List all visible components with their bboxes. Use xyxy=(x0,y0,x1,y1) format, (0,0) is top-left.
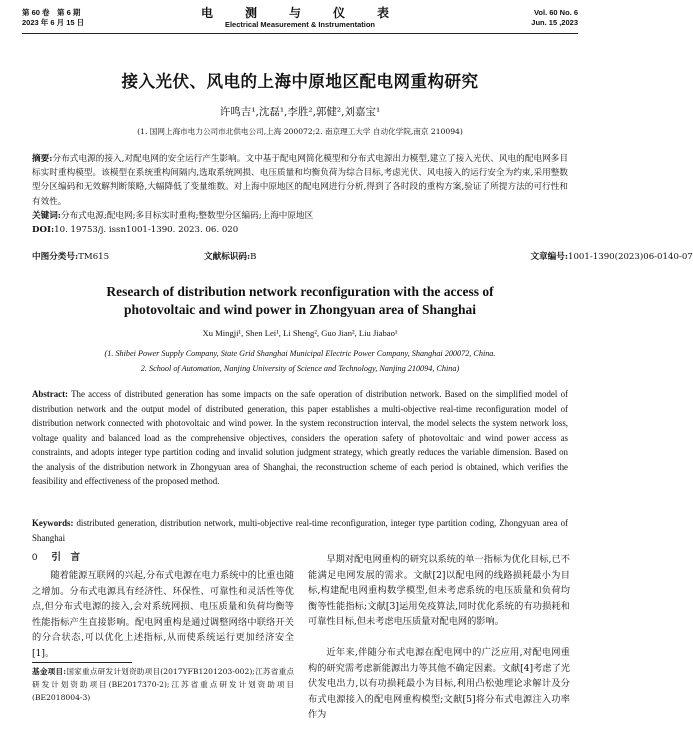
header-volume-block xyxy=(22,8,84,28)
article-number xyxy=(530,251,693,264)
abstract-en xyxy=(32,387,568,489)
doc-code-label: 文献标识码: xyxy=(204,252,251,262)
header-journal-block xyxy=(150,6,450,30)
header-volume-en: Vol. 60 No. 6 xyxy=(533,8,578,17)
abstract-en-text: The access of distributed generation has some impacts on the safe operation of distribution network. Based on the simplified model of distribution network and the output model of distributed generation, this paper establishes a multi-objective real-time reconfiguration model of distribution network connected with photovoltaic and wind power. In the system reconstruction interval, the model selects the system network loss, voltage quality and balanced load as the comprehensive objectives, considers the operation safety of photovoltaic and wind power access as constraints, and adopts integer type partition coding and invalid solution judgment strategy, which greatly reduces the variable dimension. Based on the analysis of the distribution network in Zhongyuan area of Shanghai, the reconstruction scheme of each period is obtained, which verifies the feasibility and effectiveness of the proposed method. xyxy=(32,389,568,486)
document-code xyxy=(204,251,257,264)
article-no-value: 1001-1390(2023)06-0140-07 xyxy=(568,252,693,262)
paper-title-en-line1: Research of distribution network reconfiguration with the access of xyxy=(106,284,494,299)
keywords-cn-text: 分布式电源;配电网;多目标实时重构;整数型分区编码;上海中原地区 xyxy=(60,210,314,221)
keywords-en-label: Keywords: xyxy=(32,518,74,528)
affiliations-en xyxy=(32,347,568,376)
header-journal-cn: 电 测 与 仪 表 xyxy=(200,6,399,20)
affiliations-cn: (1. 国网上海市电力公司市北供电公司,上海 200072;2. 南京理工大学 自动化学院,南京 210094) xyxy=(137,127,463,136)
header-journal-en: Electrical Measurement & Instrumentation xyxy=(224,20,376,29)
funding-footnote xyxy=(32,665,294,704)
paper-title-cn: 接入光伏、风电的上海中原地区配电网重构研究 xyxy=(121,72,479,91)
right-paragraph-2: 近年来,伴随分布式电源在配电网中的广泛应用,对配电网重构的研究需考虑新能源出力等其他不确定因素。文献[4]考虑了光伏发电出力,以有功损耗最小为目标,利用凸松弛理论求解计及分布式电源接入的配电网重构模型;文献[5]将分布式电源注入功率作为 xyxy=(308,647,570,721)
authors-cn: 许鸣吉¹,沈磊¹,李胜²,郭健²,刘嘉宝¹ xyxy=(219,106,381,118)
clc-number xyxy=(32,251,110,264)
header-volume-cn: 第 60 卷 第 6 期 xyxy=(22,8,81,17)
paper-title-en xyxy=(0,283,600,319)
doi-label: DOI: xyxy=(32,225,55,236)
keywords-cn xyxy=(32,209,568,223)
funding-text: 国家重点研发计划资助项目(2017YFB1201203-002);江苏省重点研发计划资助项目(BE2017370-2);江苏省重点研发计划资助项目(BE2018004-3) xyxy=(32,667,294,702)
footnote-divider xyxy=(32,662,132,663)
keywords-en xyxy=(32,516,568,545)
abstract-cn-block xyxy=(32,152,568,237)
abstract-cn xyxy=(32,152,568,209)
doc-code-value: B xyxy=(250,252,257,262)
doi[interactable] xyxy=(32,223,568,237)
paper-title-en-line2: photovoltaic and wind power in Zhongyuan area of Shanghai xyxy=(123,302,477,317)
section-number: 0 xyxy=(32,552,38,563)
section-heading-intro xyxy=(32,550,294,566)
header-date-en: Jun. 15 ,2023 xyxy=(531,18,578,27)
article-no-label: 文章编号: xyxy=(530,252,568,262)
abstract-cn-label: 摘要: xyxy=(32,154,53,164)
authors-en: Xu Mingji¹, Shen Lei¹, Li Sheng², Guo Jian², Liu Jiabao¹ xyxy=(202,328,398,338)
header-divider xyxy=(22,33,578,34)
clc-value: TM615 xyxy=(78,252,110,262)
header-date-cn: 2023 年 6 月 15 日 xyxy=(22,18,85,27)
clc-label: 中图分类号: xyxy=(32,252,79,262)
funding-label: 基金项目: xyxy=(32,667,67,676)
section-title: 引 言 xyxy=(51,552,81,563)
intro-paragraph: 随着能源互联网的兴起,分布式电源在电力系统中的比重也随之增加。分布式电源具有经济性、环保性、可靠性和灵活性等优点,但分布式电源的接入,会对系统网损、电压质量和负荷均衡等性能指标产生直接影响。配电网重构是通过调整网络中联络开关的分合状态,可以优化上述指标,从而使系统运行更加经济安全[1]。 xyxy=(32,570,294,659)
affiliation-en-1: (1. Shibei Power Supply Company, State Grid Shanghai Municipal Electric Power Company, Shanghai 200072, China. xyxy=(104,349,496,358)
doi-value[interactable]: 10. 19753/j. issn1001-1390. 2023. 06. 020 xyxy=(54,225,239,236)
affiliation-en-2: 2. School of Automation, Nanjing University of Science and Technology, Nanjing 210094, China) xyxy=(140,363,460,373)
abstract-cn-text: 分布式电源的接入,对配电网的安全运行产生影响。文中基于配电网简化模型和分布式电源出力模型,建立了接入光伏、风电的配电网多目标实时重构模型。该模型在系统重构间隔内,选取系统网损、电压质量和均衡负荷为综合目标,考虑光伏、风电接入的运行安全为约束,采用整数型分区编码和无效解判断策略,大幅降低了变量维数。对上海中原地区的配电网进行分析,得到了各时段的重构方案,验证了所提方法的可行性和有效性。 xyxy=(32,154,568,207)
right-paragraph-1: 早期对配电网重构的研究以系统的单一指标为优化目标,已不能满足电网发展的需求。文献[2]以配电网的线路损耗最小为目标,构建配电网重构数学模型,但未考虑系统的电压质量和负荷均衡等性能指标;文献[3]运用免疫算法,同时优化系统的有功损耗和可靠性目标,但未考虑电压质量对配电网的影响。 xyxy=(308,554,570,628)
keywords-cn-label: 关键词: xyxy=(32,210,61,221)
keywords-en-text: distributed generation, distribution network, multi-objective real-time reconfiguration, integer type partition coding, Zhongyuan area of Shanghai xyxy=(32,518,568,543)
abstract-en-label: Abstract: xyxy=(32,389,68,399)
header-volume-en-block xyxy=(531,8,578,28)
